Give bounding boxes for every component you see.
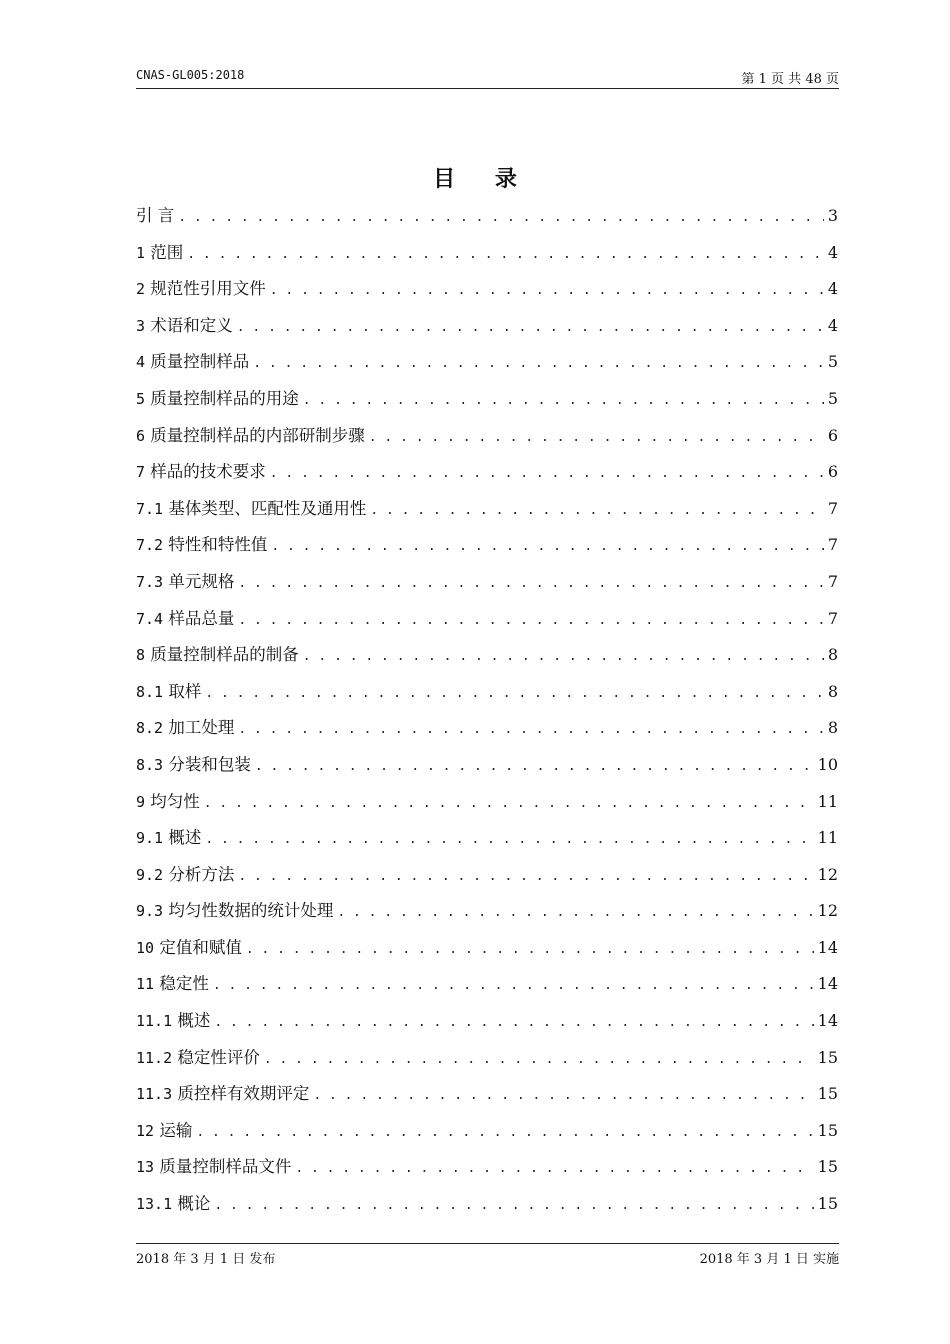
toc-entry[interactable] — [136, 966, 838, 1003]
toc-entry-label — [136, 966, 213, 1003]
toc-entry-title: 分析方法 — [168, 864, 235, 884]
toc-entry-page: 14 — [817, 1011, 838, 1031]
toc-leader-dots — [237, 310, 824, 345]
toc-entry[interactable] — [136, 1149, 838, 1186]
toc-entry-title: 基体类型、匹配性及通用性 — [168, 498, 367, 518]
toc-entry[interactable] — [136, 893, 838, 930]
toc-entry-label — [136, 308, 237, 345]
toc-leader-dots — [214, 1188, 813, 1223]
implement-date: 2018 年 3 月 1 日 实施 — [699, 1252, 839, 1267]
toc-leader-dots — [253, 346, 824, 381]
table-of-contents — [136, 198, 838, 1223]
toc-entry-page: 15 — [817, 1120, 838, 1140]
toc-entry-title: 概述 — [168, 828, 202, 848]
toc-entry[interactable] — [136, 857, 838, 894]
toc-entry-number: 引 — [136, 206, 153, 225]
toc-entry-title: 规范性引用文件 — [150, 279, 266, 299]
toc-entry[interactable] — [136, 198, 838, 235]
toc-entry-page: 8 — [827, 681, 838, 701]
toc-entry[interactable] — [136, 710, 838, 747]
toc-leader-dots — [369, 420, 824, 455]
toc-leader-dots — [264, 1042, 814, 1077]
toc-entry[interactable] — [136, 308, 838, 345]
toc-entry[interactable] — [136, 235, 838, 272]
publish-date: 2018 年 3 月 1 日 发布 — [136, 1252, 276, 1267]
toc-leader-dots — [205, 676, 823, 711]
toc-entry-title: 质量控制样品的内部研制步骤 — [150, 425, 365, 445]
toc-entry[interactable] — [136, 1003, 838, 1040]
toc-entry[interactable] — [136, 1113, 838, 1150]
toc-entry-title: 稳定性 — [159, 974, 209, 994]
toc-entry-label — [136, 491, 370, 528]
toc-entry-page: 3 — [827, 206, 838, 225]
toc-leader-dots — [270, 456, 824, 491]
toc-entry-title: 加工处理 — [168, 718, 235, 738]
toc-leader-dots — [214, 1005, 813, 1040]
document-code: CNAS-GL005:2018 — [136, 68, 245, 82]
toc-entry[interactable] — [136, 747, 838, 784]
toc-entry[interactable] — [136, 1040, 838, 1077]
toc-entry-title: 质量控制样品 — [150, 352, 250, 372]
toc-entry-page: 7 — [827, 571, 838, 591]
toc-entry-label — [136, 747, 255, 784]
toc-entry-title: 范围 — [150, 242, 184, 262]
toc-entry[interactable] — [136, 784, 838, 821]
toc-entry-number: 7.1 — [136, 499, 164, 518]
toc-entry[interactable] — [136, 674, 838, 711]
toc-entry-label — [136, 418, 369, 455]
toc-entry-page: 10 — [817, 754, 838, 774]
toc-leader-dots — [255, 749, 814, 784]
toc-entry-number: 8.3 — [136, 755, 164, 774]
toc-entry-number: 7 — [136, 463, 146, 482]
page-number-info: 第 1 页 共 48 页 — [741, 72, 839, 87]
toc-entry-title: 概论 — [177, 1194, 211, 1214]
toc-entry-page: 15 — [817, 1047, 838, 1067]
toc-entry-page: 14 — [817, 974, 838, 994]
toc-entry-page: 6 — [827, 462, 838, 482]
toc-entry-number: 7.4 — [136, 609, 164, 628]
toc-entry-title: 质量控制样品的制备 — [150, 645, 299, 665]
toc-entry[interactable] — [136, 820, 838, 857]
toc-entry-number: 13.1 — [136, 1195, 173, 1214]
toc-entry-label — [136, 820, 205, 857]
toc-entry-page: 15 — [817, 1194, 838, 1214]
toc-entry-number: 10 — [136, 938, 155, 957]
toc-entry-label — [136, 454, 270, 491]
toc-leader-dots — [303, 639, 824, 674]
toc-entry-page: 14 — [817, 937, 838, 957]
toc-entry-page: 4 — [827, 279, 838, 299]
toc-leader-dots — [270, 273, 824, 308]
toc-entry-title: 单元规格 — [168, 571, 235, 591]
toc-leader-dots — [271, 529, 823, 564]
toc-entry-label — [136, 564, 238, 601]
toc-entry-number: 1 — [136, 243, 146, 262]
toc-leader-dots — [303, 383, 824, 418]
toc-entry-label — [136, 235, 187, 272]
toc-entry-title: 术语和定义 — [150, 315, 233, 335]
toc-leader-dots — [205, 822, 813, 857]
toc-leader-dots — [196, 1115, 813, 1150]
toc-entry-number: 7.3 — [136, 572, 164, 591]
toc-entry-page: 8 — [827, 718, 838, 738]
toc-entry-title: 质控样有效期评定 — [177, 1084, 310, 1104]
toc-entry-number: 5 — [136, 389, 146, 408]
toc-entry-title: 概述 — [177, 1011, 211, 1031]
toc-entry[interactable] — [136, 1076, 838, 1113]
toc-entry-label — [136, 1076, 313, 1113]
toc-entry-label — [136, 1149, 295, 1186]
toc-entry-number: 11.2 — [136, 1048, 173, 1067]
toc-entry-number: 7.2 — [136, 536, 164, 555]
toc-entry-label — [136, 1003, 214, 1040]
toc-entry-page: 7 — [827, 498, 838, 518]
toc-entry-label — [136, 674, 205, 711]
toc-entry[interactable] — [136, 418, 838, 455]
toc-entry-title: 稳定性评价 — [177, 1047, 260, 1067]
toc-entry-label — [136, 710, 238, 747]
toc-entry-label — [136, 198, 178, 235]
toc-leader-dots — [295, 1151, 813, 1186]
toc-entry[interactable] — [136, 271, 838, 308]
toc-leader-dots — [337, 895, 813, 930]
toc-entry-title: 均匀性数据的统计处理 — [168, 901, 334, 921]
toc-entry-number: 9 — [136, 792, 146, 811]
toc-entry-number: 3 — [136, 316, 146, 335]
toc-entry-label — [136, 381, 303, 418]
toc-entry-number: 9.3 — [136, 902, 164, 921]
toc-entry[interactable] — [136, 637, 838, 674]
toc-entry[interactable] — [136, 527, 838, 564]
toc-entry-page: 7 — [827, 535, 838, 555]
toc-leader-dots — [238, 566, 823, 601]
toc-entry-page: 12 — [817, 901, 838, 921]
toc-entry-number: 12 — [136, 1121, 155, 1140]
toc-entry-page: 5 — [827, 388, 838, 408]
toc-leader-dots — [246, 932, 814, 967]
toc-entry-label — [136, 930, 246, 967]
toc-entry-page: 7 — [827, 608, 838, 628]
toc-entry-page: 11 — [817, 828, 838, 848]
toc-entry-title: 运输 — [159, 1120, 193, 1140]
toc-leader-dots — [187, 237, 824, 272]
toc-entry-page: 15 — [817, 1157, 838, 1177]
toc-entry-number: 13 — [136, 1158, 155, 1177]
toc-entry-label — [136, 1040, 264, 1077]
toc-entry-label — [136, 857, 238, 894]
toc-entry-number: 4 — [136, 353, 146, 372]
toc-entry-label — [136, 1186, 214, 1223]
toc-entry-number: 11 — [136, 975, 155, 994]
toc-leader-dots — [238, 603, 823, 638]
toc-entry-number: 2 — [136, 280, 146, 299]
toc-entry-title: 质量控制样品的用途 — [150, 388, 299, 408]
toc-leader-dots — [213, 968, 814, 1003]
toc-entry-page: 6 — [827, 425, 838, 445]
toc-entry[interactable] — [136, 381, 838, 418]
toc-leader-dots — [178, 200, 824, 235]
toc-entry-page: 12 — [817, 864, 838, 884]
toc-entry-page: 4 — [827, 242, 838, 262]
toc-entry-number: 11.1 — [136, 1012, 173, 1031]
toc-leader-dots — [204, 786, 814, 821]
toc-leader-dots — [238, 712, 823, 747]
page-title: 目 录 — [433, 166, 533, 192]
toc-entry-label — [136, 893, 337, 930]
page-footer — [136, 1243, 839, 1268]
toc-entry-title: 定值和赋值 — [159, 937, 242, 957]
toc-entry-title: 质量控制样品文件 — [159, 1157, 292, 1177]
toc-entry-page: 8 — [827, 645, 838, 665]
toc-entry-title: 均匀性 — [150, 791, 200, 811]
toc-entry-page: 4 — [827, 315, 838, 335]
toc-entry-number: 9.2 — [136, 865, 164, 884]
toc-entry-label — [136, 527, 271, 564]
toc-entry-number: 6 — [136, 426, 146, 445]
toc-leader-dots — [313, 1078, 813, 1113]
toc-entry-page: 11 — [817, 791, 838, 811]
toc-entry-label — [136, 1113, 196, 1150]
toc-entry[interactable] — [136, 564, 838, 601]
toc-entry-title: 取样 — [168, 681, 202, 701]
toc-entry-title: 样品的技术要求 — [150, 462, 266, 482]
toc-entry-title: 样品总量 — [168, 608, 235, 628]
toc-entry-number: 8.1 — [136, 682, 164, 701]
toc-leader-dots — [238, 859, 813, 894]
toc-leader-dots — [370, 493, 823, 528]
toc-entry-label — [136, 344, 253, 381]
toc-entry[interactable] — [136, 344, 838, 381]
page-header — [136, 66, 839, 89]
toc-entry[interactable] — [136, 1186, 838, 1223]
toc-entry-number: 11.3 — [136, 1085, 173, 1104]
toc-entry[interactable] — [136, 601, 838, 638]
toc-entry-page: 15 — [817, 1084, 838, 1104]
toc-entry-number: 8.2 — [136, 719, 164, 738]
toc-entry-label — [136, 271, 270, 308]
toc-entry[interactable] — [136, 454, 838, 491]
toc-entry-number: 8 — [136, 646, 146, 665]
toc-entry[interactable] — [136, 491, 838, 528]
toc-entry-label — [136, 784, 204, 821]
toc-entry-page: 5 — [827, 352, 838, 372]
toc-entry-title: 言 — [157, 206, 175, 225]
toc-entry-title: 分装和包装 — [168, 754, 251, 774]
toc-entry-label — [136, 637, 303, 674]
toc-entry-label — [136, 601, 238, 638]
toc-entry-number: 9.1 — [136, 829, 164, 848]
toc-entry[interactable] — [136, 930, 838, 967]
toc-entry-title: 特性和特性值 — [168, 535, 268, 555]
